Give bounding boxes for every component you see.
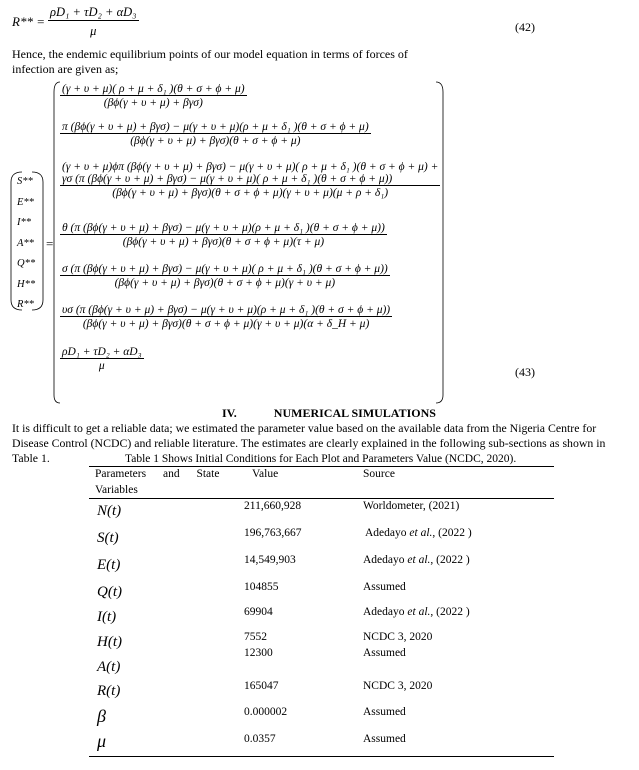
row-value-E: 14,549,903 [244,554,296,566]
eq43-entry-3 [60,161,440,199]
entry-3-denominator: (βϕ(γ + υ + μ) + βγσ)(θ + σ + ϕ + μ)(γ + υ + μ)(μ + ρ + δ₁) [60,185,440,199]
row-symbol-R: R(t) [97,683,121,699]
header-parameters: Parameters and State [95,468,220,480]
entry-6-denominator: (βϕ(γ + υ + μ) + βγσ)(θ + σ + ϕ + μ)(γ + υ + μ)(α + δ_H + μ) [60,316,392,330]
row-source-N: Worldometer, (2021) [363,500,460,512]
table-caption: Table 1 Shows Initial Conditions for Each Plot and Parameters Value (NCDC, 2020). [125,453,517,465]
row-source-Q: Assumed [363,581,406,593]
row-value-I: 69904 [244,606,273,618]
row-source-E: Adedayo et al., (2022 ) [363,554,470,566]
row-symbol-E: E(t) [97,557,121,573]
intro-paragraph: Hence, the endemic equilibrium points of our model equation in terms of forces of infection are given as; [12,47,408,76]
table-header-rule [89,498,554,499]
eq42-number: (42) [515,20,535,34]
row-symbol-I: I(t) [97,609,117,625]
row-symbol-beta: β [97,706,106,726]
eq43-entry-1 [60,83,247,109]
row-symbol-A: A(t) [97,659,121,675]
eq43-equals: = [46,236,54,251]
row-source-I: Adedayo et al., (2022 ) [363,606,470,618]
entry-1-numerator: (γ + υ + μ)( ρ + μ + δ₁ )(θ + σ + ϕ + μ) [62,83,245,95]
eq42-denominator: μ [48,20,139,39]
row-value-A: 12300 [244,647,273,659]
eq42-numerator: ρD₁ + τD₂ + αD₃ [50,5,137,19]
section-number: IV. [222,406,237,420]
eq43-entry-4 [60,222,387,248]
row-value-Q: 104855 [244,581,279,593]
table-bottom-rule [89,756,554,757]
row-symbol-S: S(t) [97,530,119,546]
header-value: Value [252,468,279,480]
row-symbol-N: N(t) [97,503,122,519]
row-source-beta: Assumed [363,706,406,718]
vector-entry-S: S** [17,176,33,187]
eq42-lhs: R** = [12,14,45,29]
eq43-vector [17,172,35,316]
row-value-R: 165047 [244,680,279,692]
entry-3-numerator-line1: (γ + υ + μ)ϕπ (βϕ(γ + υ + μ) + βγσ) − μ(γ + υ + μ)( ρ + μ + δ₁ )(θ + σ + ϕ + μ) + [62,161,439,173]
row-source-S: Adedayo et al., (2022 ) [365,527,472,539]
header-source: Source [363,468,395,480]
eq43-entry-2 [60,121,371,147]
entry-4-denominator: (βϕ(γ + υ + μ) + βγσ)(θ + σ + ϕ + μ)(τ + μ) [60,234,387,248]
vector-entry-Q: Q** [17,258,36,269]
header-variables: Variables [95,484,138,496]
row-value-mu: 0.0357 [244,733,276,745]
section-heading [222,406,436,421]
row-value-S: 196,763,667 [244,527,302,539]
row-symbol-H: H(t) [97,634,122,650]
body-paragraph: It is difficult to get a reliable data; we estimated the parameter value based on the available data from the Nigeria Centre for Disease Control (NCDC) and reliable literature. The estimates are clearly explained in the following sub-sections as shown in Table 1. [12,421,606,465]
row-source-H: NCDC 3, 2020 [363,631,433,643]
entry-5-numerator: σ (π (βϕ(γ + υ + μ) + βγσ) − μ(γ + υ + μ)( ρ + μ + δ₁ )(θ + σ + ϕ + μ)) [62,263,388,275]
entry-2-denominator: (βϕ(γ + υ + μ) + βγσ)(θ + σ + ϕ + μ) [60,133,371,147]
entry-2-numerator: π (βϕ(γ + υ + μ) + βγσ) − μ(γ + υ + μ)(ρ + μ + δ₁ )(θ + σ + ϕ + μ) [62,121,369,133]
row-value-N: 211,660,928 [244,500,302,512]
row-symbol-mu: μ [97,731,107,751]
section-title: NUMERICAL SIMULATIONS [273,406,436,420]
entry-1-denominator: (βϕ(γ + υ + μ) + βγσ) [60,95,247,109]
eq43-entry-7 [60,346,144,372]
vector-entry-E: E** [17,196,34,208]
row-source-A: Assumed [363,647,406,659]
entry-4-numerator: θ (π (βϕ(γ + υ + μ) + βγσ) − μ(γ + υ + μ)(ρ + μ + δ₁ )(θ + σ + ϕ + μ)) [62,222,385,234]
vector-entry-I: I** [17,217,31,228]
entry-7-denominator: μ [60,358,144,372]
eq43-entry-6 [60,304,392,330]
entry-5-denominator: (βϕ(γ + υ + μ) + βγσ)(θ + σ + ϕ + μ)(γ + υ + μ) [60,275,390,289]
eq43-entry-5 [60,263,390,289]
row-symbol-Q: Q(t) [97,584,122,600]
vector-entry-R: R** [17,299,34,310]
vector-entry-A: A** [17,237,34,249]
row-source-R: NCDC 3, 2020 [363,680,433,692]
entry-3-numerator-line2: γσ (π (βϕ(γ + υ + μ) + βγσ) − μ(γ + υ + μ)( ρ + μ + δ₁ )(θ + σ + ϕ + μ)) [62,173,393,185]
entry-6-numerator: υσ (π (βϕ(γ + υ + μ) + βγσ) − μ(γ + υ + μ)(ρ + μ + δ₁ )(θ + σ + ϕ + μ)) [62,304,391,316]
vector-entry-H: H** [17,278,36,290]
row-source-mu: Assumed [363,733,406,745]
table-top-rule [89,466,554,467]
eq43-number: (43) [515,365,535,379]
row-value-beta: 0.000002 [244,706,288,718]
entry-7-numerator: ρD₁ + τD₂ + αD₃ [62,346,142,358]
row-value-H: 7552 [244,631,267,643]
